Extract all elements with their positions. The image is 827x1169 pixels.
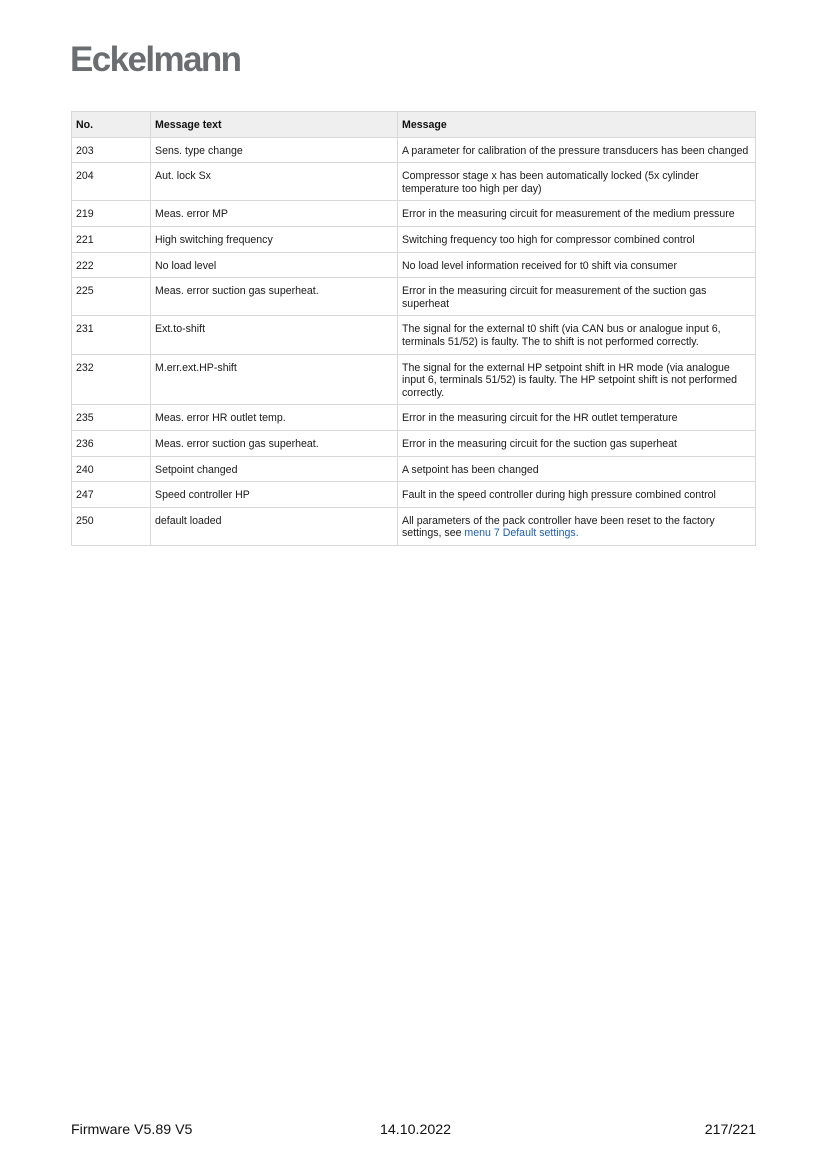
cell-message-text: Meas. error MP	[151, 201, 398, 227]
cell-message: Switching frequency too high for compressor combined control	[398, 226, 756, 252]
table-row	[72, 316, 756, 354]
table-row	[72, 507, 756, 545]
cell-no: 250	[72, 507, 151, 545]
footer-date: 14.10.2022	[380, 1122, 452, 1138]
cell-no: 225	[72, 278, 151, 316]
cell-message: No load level information received for t0 shift via consumer	[398, 252, 756, 278]
table-row	[72, 405, 756, 431]
cell-no: 240	[72, 456, 151, 482]
cell-message-text: No load level	[151, 252, 398, 278]
cell-message: Error in the measuring circuit for the HR outlet temperature	[398, 405, 756, 431]
cell-no: 222	[72, 252, 151, 278]
cell-message-text: Speed controller HP	[151, 482, 398, 508]
cell-message-text: Setpoint changed	[151, 456, 398, 482]
eckelmann-logo: Eckelmann	[70, 40, 241, 79]
footer-page-number: 217/221	[704, 1122, 756, 1138]
cell-no: 232	[72, 354, 151, 405]
cell-message: Fault in the speed controller during high pressure combined control	[398, 482, 756, 508]
table-row	[72, 456, 756, 482]
column-header-message: Message	[398, 112, 756, 138]
cell-no: 221	[72, 226, 151, 252]
cell-message-text: Aut. lock Sx	[151, 163, 398, 201]
column-header-message-text: Message text	[151, 112, 398, 138]
cell-message-text: Ext.to-shift	[151, 316, 398, 354]
cell-no: 204	[72, 163, 151, 201]
cell-message: A setpoint has been changed	[398, 456, 756, 482]
cell-message-text: Meas. error suction gas superheat.	[151, 430, 398, 456]
cell-message-text: High switching frequency	[151, 226, 398, 252]
cell-message: Error in the measuring circuit for the suction gas superheat	[398, 430, 756, 456]
cell-no: 236	[72, 430, 151, 456]
cell-message: Compressor stage x has been automatically locked (5x cylinder temperature too high per day)	[398, 163, 756, 201]
default-settings-link[interactable]: menu 7 Default settings.	[464, 527, 579, 540]
cell-message: The signal for the external t0 shift (via CAN bus or analogue input 6, terminals 51/52) is faulty. The to shift is not performed correctly.	[398, 316, 756, 354]
table-row	[72, 430, 756, 456]
cell-message-text: Sens. type change	[151, 137, 398, 163]
table-row	[72, 201, 756, 227]
cell-message-text: default loaded	[151, 507, 398, 545]
table-row	[72, 163, 756, 201]
table-row	[72, 137, 756, 163]
cell-message: A parameter for calibration of the pressure transducers has been changed	[398, 137, 756, 163]
cell-no: 219	[72, 201, 151, 227]
table-row	[72, 354, 756, 405]
cell-message-text: M.err.ext.HP-shift	[151, 354, 398, 405]
cell-message: Error in the measuring circuit for measurement of the suction gas superheat	[398, 278, 756, 316]
cell-message: Error in the measuring circuit for measurement of the medium pressure	[398, 201, 756, 227]
cell-message-text: Meas. error suction gas superheat.	[151, 278, 398, 316]
cell-message-text: Meas. error HR outlet temp.	[151, 405, 398, 431]
table-header-row	[72, 112, 756, 138]
column-header-no: No.	[72, 112, 151, 138]
message-text-prefix: All parameters of the pack controller have been reset to the factory settings, see	[402, 514, 715, 540]
cell-no: 231	[72, 316, 151, 354]
cell-no: 235	[72, 405, 151, 431]
table-row	[72, 226, 756, 252]
footer-firmware-version: Firmware V5.89 V5	[71, 1122, 193, 1138]
cell-no: 203	[72, 137, 151, 163]
table-row	[72, 252, 756, 278]
table-row	[72, 278, 756, 316]
cell-no: 247	[72, 482, 151, 508]
cell-message	[398, 507, 756, 545]
message-table	[71, 111, 756, 546]
table-row	[72, 482, 756, 508]
cell-message: The signal for the external HP setpoint shift in HR mode (via analogue input 6, terminals 51/52) is faulty. The HP setpoint shift is not performed correctly.	[398, 354, 756, 405]
